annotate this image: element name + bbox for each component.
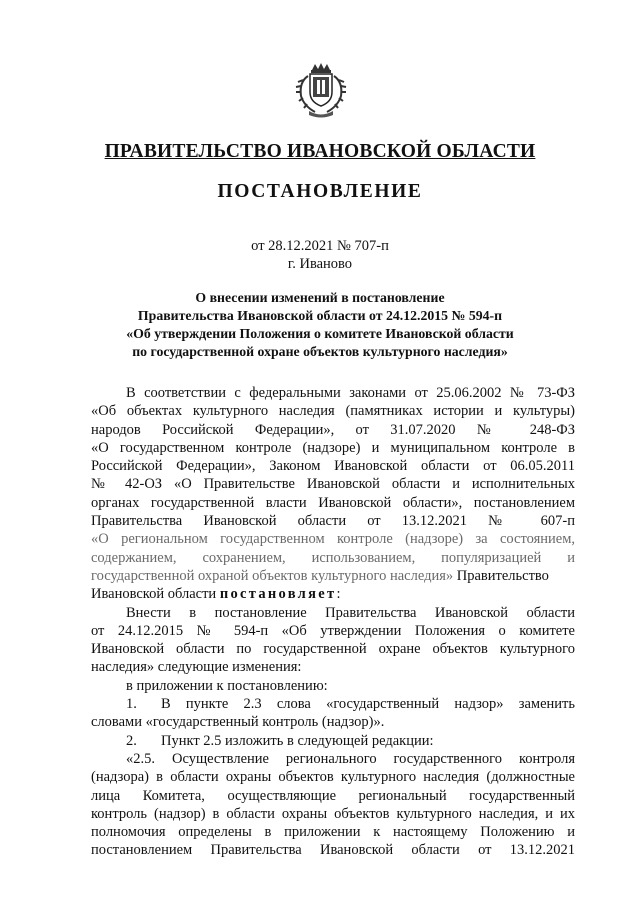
item-number: 2.: [126, 732, 137, 749]
item-continuation: словами «государственный контроль (надзор)».: [91, 714, 385, 731]
preamble-line-faded: «О региональном государственном контроле (надзоре) за состоянием,: [91, 531, 575, 548]
faded-fragment: государственной охраной объектов культурного наследия»: [91, 567, 454, 584]
quote-line: «2.5. Осуществление регионального государственного контроля: [126, 750, 575, 767]
list-item-2: [91, 732, 575, 750]
subject-line: «Об утверждении Положения о комитете Ивановской области: [126, 326, 514, 341]
list-item-1: [91, 695, 575, 713]
amend-line: наследия» следующие изменения:: [91, 659, 302, 676]
preamble-line: народов Российской Федерации», от 31.07.2020 № 248-ФЗ: [91, 421, 575, 438]
decree-suffix: :: [336, 586, 341, 603]
city: г. Иваново: [287, 256, 353, 272]
coat-of-arms-emblem: [295, 62, 347, 118]
quote-line: полномочия определены в приложении к настоящему Положению и: [91, 824, 575, 841]
document-type-title: ПОСТАНОВЛЕНИЕ: [217, 181, 423, 202]
item-text: Пункт 2.5 изложить в следующей редакции:: [161, 732, 434, 749]
item-text: В пункте 2.3 слова «государственный надзор» заменить: [161, 696, 575, 713]
text-fragment: Правительство: [453, 567, 549, 584]
amend-line: от 24.12.2015 № 594-п «Об утверждении Положения о комитете: [91, 622, 575, 639]
item-number: 1.: [126, 696, 137, 713]
quote-line: (надзора) в области охраны объектов культурного наследия (должностные: [91, 769, 575, 786]
preamble-line-faded: содержанием, сохранением, использованием, популяризацией и: [91, 549, 575, 566]
preamble-line: органах государственной власти Ивановской области», постановлением: [91, 494, 575, 511]
annex-line: в приложении к постановлению:: [126, 677, 328, 694]
preamble-line: В соответствии с федеральными законами от 25.06.2002 № 73-ФЗ: [126, 385, 575, 401]
decree-line: [91, 585, 575, 603]
subject-line: О внесении изменений в постановление: [195, 290, 445, 305]
preamble-line: Российской Федерации», Законом Ивановской области от 06.05.2011: [91, 458, 575, 475]
subject-line: по государственной охране объектов культурного наследия»: [132, 344, 508, 359]
amend-line: Внести в постановление Правительства Ивановской области: [126, 604, 575, 621]
quote-line: лица Комитета, осуществляющие региональный государственный: [91, 787, 575, 804]
quote-line: контроль (надзор) в области охраны объектов культурного наследия, и их: [91, 805, 575, 822]
preamble-line-mixed: [91, 567, 575, 585]
decree-word: постановляет: [219, 586, 337, 603]
document-subject: [110, 289, 530, 361]
decree-prefix: Ивановской области: [91, 586, 220, 603]
preamble-line: Правительства Ивановской области от 13.12.2021 № 607-п: [91, 513, 575, 530]
preamble-line: «О государственном контроле (надзоре) и муниципальном контроле в: [91, 439, 575, 456]
organization-title: ПРАВИТЕЛЬСТВО ИВАНОВСКОЙ ОБЛАСТИ: [104, 141, 536, 162]
document-body: [91, 384, 575, 860]
date-number: от 28.12.2021 № 707-п: [251, 238, 389, 254]
subject-line: Правительства Ивановской области от 24.12.2015 № 594-п: [137, 308, 503, 323]
document-meta: [0, 237, 640, 273]
preamble-line: № 42-ОЗ «О Правительстве Ивановской области и исполнительных: [91, 476, 575, 493]
preamble-line: «Об объектах культурного наследия (памятниках истории и культуры): [91, 403, 575, 420]
amend-line: Ивановской области по государственной охране объектов культурного: [91, 641, 575, 658]
quote-line: постановлением Правительства Ивановской области от 13.12.2021: [91, 842, 575, 859]
